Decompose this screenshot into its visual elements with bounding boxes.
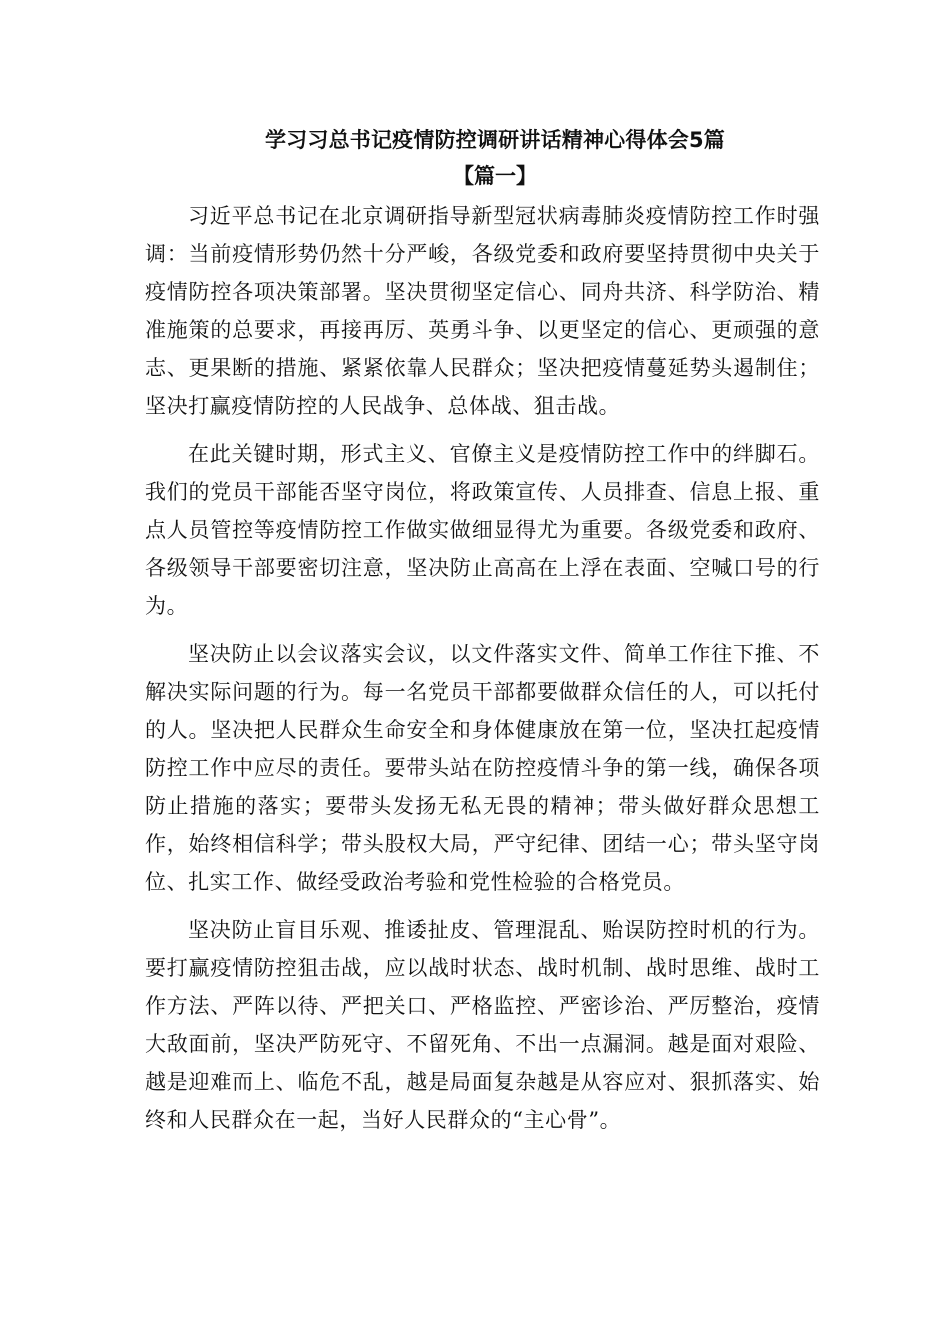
document-body xyxy=(145,197,820,1149)
paragraph-2: 在此关键时期，形式主义、官僚主义是疫情防控工作中的绊脚石。我们的党员干部能否坚守岗位，将政策宣传、人员排查、信息上报、重点人员管控等疫情防控工作做实做细显得尤为重要。各级党委和政府、各级领导干部要密切注意，坚决防止高高在上浮在表面、空喊口号的行为。 xyxy=(145,442,820,618)
document-title: 学习习总书记疫情防控调研讲话精神心得体会5篇 xyxy=(264,128,725,152)
paragraph-1: 习近平总书记在北京调研指导新型冠状病毒肺炎疫情防控工作时强调：当前疫情形势仍然十分严峻，各级党委和政府要坚持贯彻中央关于疫情防控各项决策部署。坚决贯彻坚定信心、同舟共济、科学防治、精准施策的总要求，再接再厉、英勇斗争、以更坚定的信心、更顽强的意志、更果断的措施、紧紧依靠人民群众；坚决把疫情蔓延势头遏制住；坚决打赢疫情防控的人民战争、总体战、狙击战。 xyxy=(145,204,820,418)
section-heading: 【篇一】 xyxy=(453,164,537,188)
paragraph-4: 坚决防止盲目乐观、推诿扯皮、管理混乱、贻误防控时机的行为。要打赢疫情防控狙击战，应以战时状态、战时机制、战时思维、战时工作方法、严阵以待、严把关口、严格监控、严密诊治、严厉整治，疫情大敌面前，坚决严防死守、不留死角、不出一点漏洞。越是面对艰险、越是迎难而上、临危不乱，越是局面复杂越是从容应对、狠抓落实、始终和人民群众在一起，当好人民群众的“主心骨”。 xyxy=(145,918,820,1132)
paragraph-3: 坚决防止以会议落实会议，以文件落实文件、简单工作往下推、不解决实际问题的行为。每一名党员干部都要做群众信任的人，可以托付的人。坚决把人民群众生命安全和身体健康放在第一位，坚决扛起疫情防控工作中应尽的责任。要带头站在防控疫情斗争的第一线，确保各项防止措施的落实；要带头发扬无私无畏的精神；带头做好群众思想工作，始终相信科学；带头股权大局，严守纪律、团结一心；带头坚守岗位、扎实工作、做经受政治考验和党性检验的合格党员。 xyxy=(145,642,820,894)
